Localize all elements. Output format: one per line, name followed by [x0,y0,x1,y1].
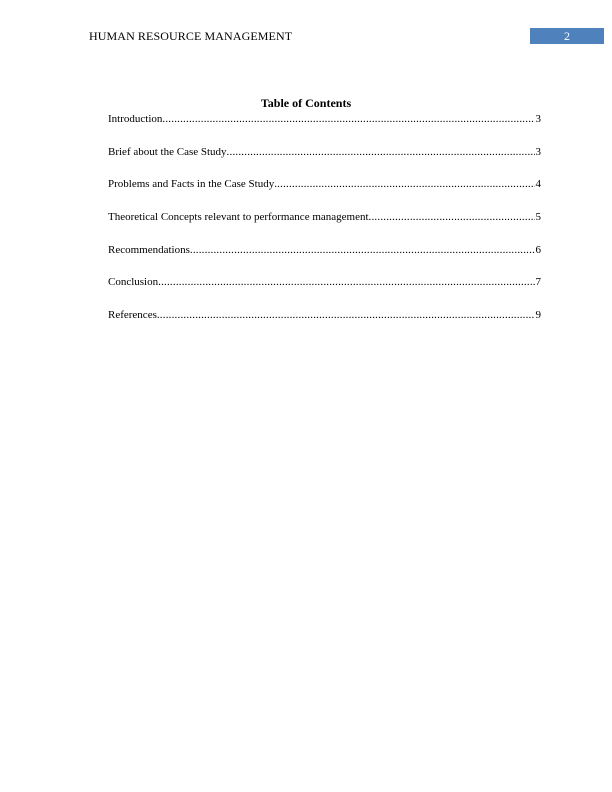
toc-entry-label: Conclusion [108,276,159,289]
toc-entry-label: References [108,309,157,322]
page-number-badge [530,28,604,44]
toc-dot-leader [190,242,535,258]
toc-dot-leader [158,274,534,290]
running-header-title: HUMAN RESOURCE MANAGEMENT [89,29,293,43]
toc-dot-leader [227,144,535,160]
toc-entry-page: 5 [535,211,541,224]
toc-entry-label: Recommendations [108,243,190,256]
toc-entry-page: 6 [535,243,541,256]
toc-entry-introduction[interactable] [108,111,541,127]
toc-entry-recommendations[interactable] [108,242,541,258]
toc-entry-theoretical-concepts[interactable] [108,209,541,225]
toc-entry-label: Introduction [108,113,163,125]
toc-dot-leader [369,209,535,225]
toc-entry-label: Brief about the Case Study [108,145,227,158]
toc-entry-problems-facts[interactable] [108,176,541,192]
toc-entry-page: 3 [535,145,541,158]
toc-entry-page: 3 [535,113,541,125]
table-of-contents [108,111,541,340]
toc-entry-page: 4 [535,178,541,191]
toc-entry-label: Problems and Facts in the Case Study [108,178,275,191]
toc-entry-page: 7 [535,276,541,289]
toc-entry-conclusion[interactable] [108,274,541,290]
toc-heading: Table of Contents [260,96,352,110]
toc-dot-leader [162,111,534,127]
toc-entry-references[interactable] [108,307,541,323]
toc-entry-brief-case-study[interactable] [108,144,541,160]
toc-dot-leader [157,307,535,323]
toc-entry-page: 9 [535,309,541,322]
toc-entry-label: Theoretical Concepts relevant to performance management [108,211,369,224]
page-number: 2 [564,29,570,43]
toc-dot-leader [274,176,534,192]
